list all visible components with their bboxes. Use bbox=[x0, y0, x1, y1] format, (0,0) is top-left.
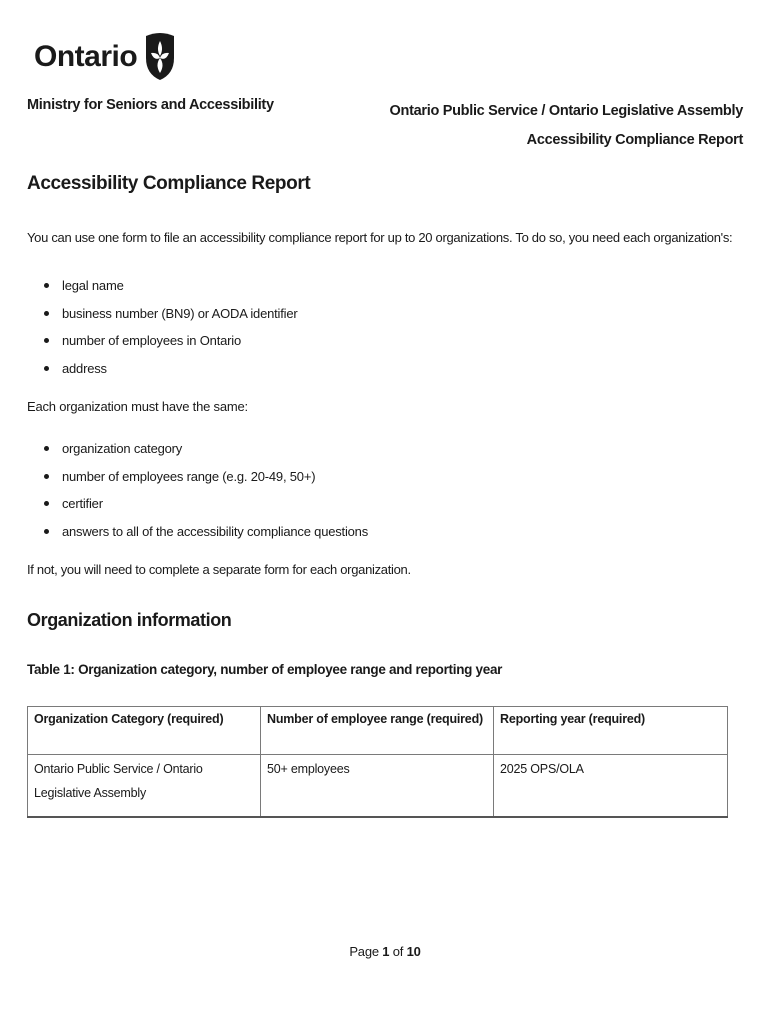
list-item: business number (BN9) or AODA identifier bbox=[27, 304, 298, 332]
table-caption: Table 1: Organization category, number of employee range and reporting year bbox=[27, 662, 503, 677]
table-header-row bbox=[28, 707, 728, 755]
table-cell: Ontario Public Service / Ontario Legislative Assembly bbox=[28, 755, 261, 818]
page-number: 1 bbox=[382, 944, 390, 959]
header-org-line: Ontario Public Service / Ontario Legislative Assembly bbox=[389, 103, 743, 119]
table-cell: 2025 OPS/OLA bbox=[494, 755, 728, 818]
list-item: certifier bbox=[27, 494, 368, 522]
ministry-name: Ministry for Seniors and Accessibility bbox=[27, 97, 274, 113]
header-right bbox=[390, 97, 743, 155]
page-word: Page bbox=[349, 944, 379, 959]
organization-table bbox=[27, 706, 728, 818]
list-item: legal name bbox=[27, 276, 298, 304]
table-row bbox=[28, 755, 728, 818]
of-word: of bbox=[392, 944, 404, 959]
section-title: Organization information bbox=[27, 610, 232, 630]
same-requirements-text: Each organization must have the same: bbox=[27, 399, 248, 414]
header-report-line: Accessibility Compliance Report bbox=[526, 132, 743, 148]
list-item: answers to all of the accessibility compliance questions bbox=[27, 522, 368, 550]
same-requirements-list bbox=[27, 439, 368, 549]
column-header: Number of employee range (required) bbox=[261, 707, 494, 755]
list-item: number of employees in Ontario bbox=[27, 331, 298, 359]
column-header: Reporting year (required) bbox=[494, 707, 728, 755]
list-item: address bbox=[27, 359, 298, 387]
report-title: Accessibility Compliance Report bbox=[27, 173, 311, 194]
page-total: 10 bbox=[406, 944, 421, 959]
page-footer bbox=[0, 944, 770, 959]
separate-form-note: If not, you will need to complete a separate form for each organization. bbox=[27, 562, 411, 577]
list-item: number of employees range (e.g. 20-49, 50+) bbox=[27, 467, 368, 495]
required-info-list bbox=[27, 276, 298, 386]
table-cell: 50+ employees bbox=[261, 755, 494, 818]
logo-wordmark: Ontario bbox=[34, 40, 138, 73]
list-item: organization category bbox=[27, 439, 368, 467]
trillium-icon bbox=[143, 32, 177, 82]
column-header: Organization Category (required) bbox=[28, 707, 261, 755]
intro-text: You can use one form to file an accessibility compliance report for up to 20 organizations. To do so, you need each organization's: bbox=[27, 230, 733, 245]
ontario-logo bbox=[34, 32, 177, 82]
